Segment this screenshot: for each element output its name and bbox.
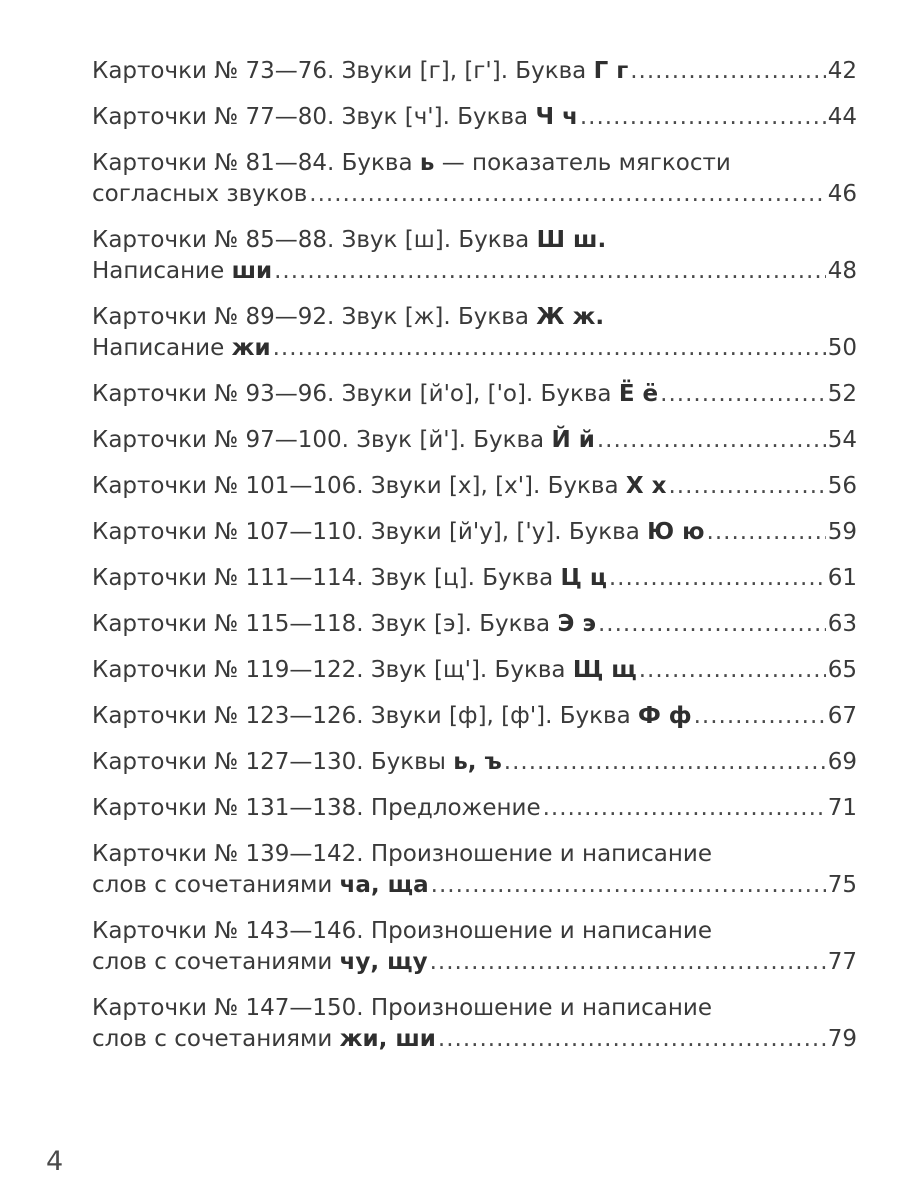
toc-page-number: 61 <box>827 565 857 591</box>
toc-entry-letters: ь, ъ <box>453 749 502 775</box>
toc-line <box>92 747 857 778</box>
table-of-contents <box>92 56 857 1070</box>
toc-line <box>92 471 857 502</box>
page-number: 4 <box>46 1146 64 1177</box>
toc-entry-title: Карточки № 127—130. Буквы ь, ъ <box>92 749 502 775</box>
toc-line <box>92 148 857 179</box>
toc-line <box>92 793 857 824</box>
toc-entry-letters: Ш ш. <box>536 227 607 253</box>
toc-entry-title: Карточки № 93—96. Звуки [й'о], ['о]. Буква Ё ё <box>92 381 659 407</box>
toc-entry-title: Карточки № 89—92. Звук [ж]. Буква Ж ж. <box>92 304 605 330</box>
toc-leader-dots <box>309 179 825 210</box>
toc-entry-letters: Г г <box>593 58 629 84</box>
toc-leader-dots <box>660 379 826 410</box>
toc-line <box>92 302 857 333</box>
toc-entry <box>92 839 857 901</box>
toc-page-number: 44 <box>827 104 857 130</box>
toc-page-number: 50 <box>827 335 857 361</box>
toc-line <box>92 179 857 210</box>
toc-entry <box>92 916 857 978</box>
toc-entry <box>92 148 857 210</box>
toc-entry-letters: чу, щу <box>339 949 428 975</box>
toc-entry-title-continued: слов с сочетаниями чу, щу <box>92 949 428 975</box>
toc-entry-letters: Ф ф <box>637 703 692 729</box>
toc-entry <box>92 102 857 133</box>
toc-entry-letters: Х х <box>625 473 667 499</box>
toc-page-number: 69 <box>827 749 857 775</box>
toc-page-number: 65 <box>827 657 857 683</box>
toc-line <box>92 609 857 640</box>
toc-line <box>92 701 857 732</box>
toc-line <box>92 993 857 1024</box>
toc-entry-title: Карточки № 131—138. Предложение <box>92 795 541 821</box>
toc-entry-title: Карточки № 143—146. Произношение и написание <box>92 918 713 944</box>
toc-leader-dots <box>274 256 826 287</box>
toc-entry-title: Карточки № 115—118. Звук [э]. Буква Э э <box>92 611 596 637</box>
toc-leader-dots <box>504 747 826 778</box>
toc-line <box>92 517 857 548</box>
toc-entry-title: Карточки № 77—80. Звук [ч']. Буква Ч ч <box>92 104 578 130</box>
toc-entry-title: Карточки № 107—110. Звуки [й'у], ['у]. Буква Ю ю <box>92 519 705 545</box>
toc-entry-letters: ча, ща <box>339 872 429 898</box>
toc-entry <box>92 747 857 778</box>
toc-entry-title: Карточки № 73—76. Звуки [г], [г']. Буква Г г <box>92 58 629 84</box>
toc-line <box>92 256 857 287</box>
toc-line <box>92 56 857 87</box>
toc-entry-title: Карточки № 119—122. Звук [щ']. Буква Щ щ <box>92 657 637 683</box>
toc-entry-letters: Ч ч <box>535 104 578 130</box>
toc-line <box>92 655 857 686</box>
toc-entry-title: Карточки № 139—142. Произношение и написание <box>92 841 713 867</box>
toc-page-number: 63 <box>827 611 857 637</box>
toc-entry <box>92 471 857 502</box>
toc-line <box>92 839 857 870</box>
toc-entry-letters: Э э <box>557 611 596 637</box>
toc-entry-title-continued: слов с сочетаниями жи, ши <box>92 1026 436 1052</box>
toc-entry <box>92 563 857 594</box>
toc-line <box>92 916 857 947</box>
toc-entry <box>92 517 857 548</box>
toc-entry <box>92 56 857 87</box>
toc-page-number: 79 <box>827 1026 857 1052</box>
toc-entry-letters: Ю ю <box>647 519 705 545</box>
toc-page-number: 54 <box>827 427 857 453</box>
toc-entry-title: Карточки № 101—106. Звуки [х], [х']. Буква Х х <box>92 473 667 499</box>
toc-page-number: 48 <box>827 258 857 284</box>
toc-entry <box>92 701 857 732</box>
toc-line <box>92 333 857 364</box>
toc-entry-title-continued: слов с сочетаниями ча, ща <box>92 872 429 898</box>
toc-entry-letters: ь <box>419 150 435 176</box>
toc-leader-dots <box>431 870 826 901</box>
toc-entry-letters: жи, ши <box>339 1026 436 1052</box>
toc-leader-dots <box>273 333 826 364</box>
toc-line <box>92 379 857 410</box>
toc-entry-title: Карточки № 85—88. Звук [ш]. Буква Ш ш. <box>92 227 607 253</box>
toc-entry-title-continued: Написание ши <box>92 258 273 284</box>
toc-page-number: 75 <box>827 872 857 898</box>
toc-entry <box>92 379 857 410</box>
toc-leader-dots <box>668 471 825 502</box>
toc-line <box>92 1024 857 1055</box>
toc-entry-letters: ши <box>231 258 273 284</box>
toc-entry-title-continued: Написание жи <box>92 335 271 361</box>
toc-leader-dots <box>430 947 826 978</box>
toc-entry <box>92 609 857 640</box>
toc-leader-dots <box>707 517 826 548</box>
toc-line <box>92 102 857 133</box>
toc-line <box>92 870 857 901</box>
toc-entry-letters: Ж ж. <box>536 304 605 330</box>
toc-page-number: 46 <box>827 181 857 207</box>
toc-entry-letters: Ц ц <box>560 565 607 591</box>
toc-leader-dots <box>630 56 825 87</box>
toc-page-number: 52 <box>827 381 857 407</box>
toc-leader-dots <box>639 655 826 686</box>
toc-entry <box>92 225 857 287</box>
toc-page-number: 77 <box>827 949 857 975</box>
toc-entry <box>92 793 857 824</box>
toc-entry <box>92 993 857 1055</box>
toc-entry-title: Карточки № 81—84. Буква ь — показатель мягкости <box>92 150 731 176</box>
toc-line <box>92 225 857 256</box>
toc-entry-title: Карточки № 123—126. Звуки [ф], [ф']. Буква Ф ф <box>92 703 692 729</box>
toc-page-number: 56 <box>827 473 857 499</box>
toc-entry-title-continued: согласных звуков <box>92 181 308 207</box>
toc-leader-dots <box>694 701 826 732</box>
toc-line <box>92 425 857 456</box>
toc-entry-title: Карточки № 111—114. Звук [ц]. Буква Ц ц <box>92 565 607 591</box>
toc-entry-letters: Щ щ <box>572 657 637 683</box>
toc-entry <box>92 655 857 686</box>
toc-page-number: 71 <box>827 795 857 821</box>
toc-leader-dots <box>609 563 826 594</box>
toc-entry-letters: Ё ё <box>618 381 659 407</box>
toc-page-number: 59 <box>827 519 857 545</box>
toc-line <box>92 563 857 594</box>
toc-page-number: 42 <box>827 58 857 84</box>
toc-entry-title: Карточки № 147—150. Произношение и написание <box>92 995 713 1021</box>
toc-leader-dots <box>597 425 826 456</box>
toc-entry-title: Карточки № 97—100. Звук [й']. Буква Й й <box>92 427 595 453</box>
toc-leader-dots <box>438 1024 826 1055</box>
toc-entry-letters: жи <box>231 335 271 361</box>
toc-line <box>92 947 857 978</box>
toc-entry-letters: Й й <box>551 427 595 453</box>
toc-leader-dots <box>543 793 826 824</box>
toc-leader-dots <box>598 609 826 640</box>
toc-entry <box>92 302 857 364</box>
toc-entry <box>92 425 857 456</box>
toc-leader-dots <box>580 102 826 133</box>
toc-page-number: 67 <box>827 703 857 729</box>
